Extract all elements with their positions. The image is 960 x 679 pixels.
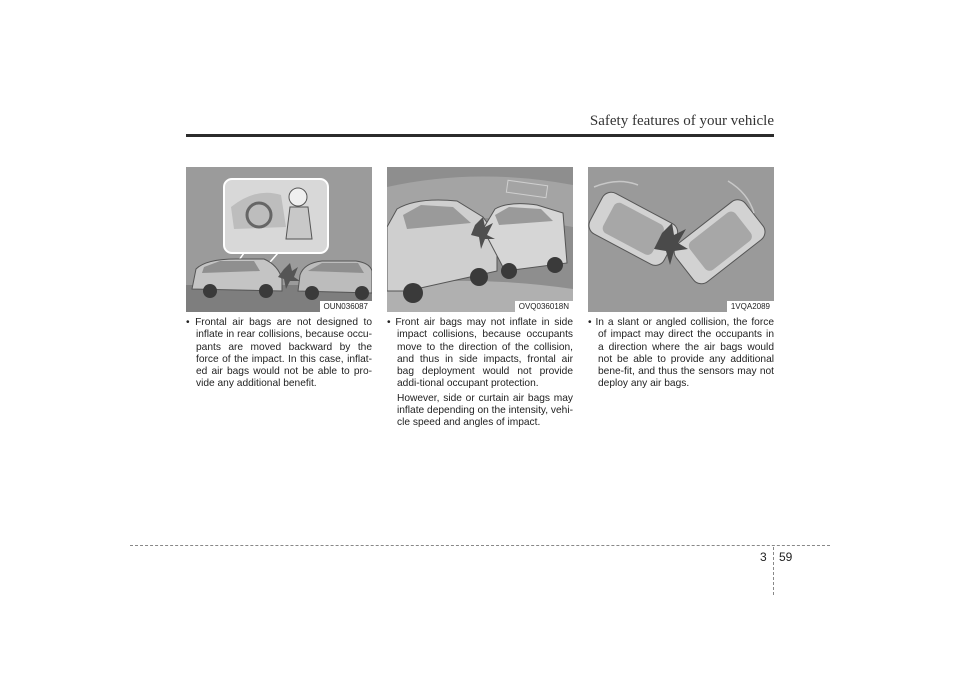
chapter-number: 3 [760, 550, 767, 564]
page-number: 59 [779, 550, 793, 564]
page-divider [773, 547, 774, 595]
side-impact-illustration [387, 167, 573, 312]
header-rule [186, 134, 774, 137]
indented-paragraph: However, side or curtain air bags may inflate depending on the intensity, vehi-cle speed and angles of impact. [397, 392, 573, 429]
figure-side-impact [387, 167, 573, 312]
rear-collision-illustration [186, 167, 372, 312]
figure-code-label: OUN036087 [320, 301, 372, 312]
page-header-title: Safety features of your vehicle [589, 113, 774, 129]
bullet-paragraph: • Frontal air bags are not designed to inflate in rear collisions, because occu-pants are moved backward by the force of the impact. In this case, inflat-ed air bags would not be able to pro-vide any additional benefit. [186, 317, 372, 390]
footer-rule [130, 545, 830, 546]
text-column-3 [588, 317, 774, 391]
bullet-paragraph: • In a slant or angled collision, the force of impact may direct the occupants in a direction where the air bags would not be able to provide any additional bene-fit, and thus the sensors may not deploy any air bags. [588, 317, 774, 390]
angled-collision-illustration [588, 167, 774, 312]
bullet-paragraph: • Front air bags may not inflate in side impact collisions, because occupants move to the direction of the collision, and thus in side impacts, frontal air bag deployment would not provide addi-tional occupant protection. [387, 317, 573, 390]
figure-code-label: OVQ036018N [515, 301, 573, 312]
figure-angled-collision [588, 167, 774, 312]
text-column-1 [186, 317, 372, 391]
figure-code-label: 1VQA2089 [727, 301, 774, 312]
text-column-2 [387, 317, 573, 430]
figure-rear-collision [186, 167, 372, 312]
